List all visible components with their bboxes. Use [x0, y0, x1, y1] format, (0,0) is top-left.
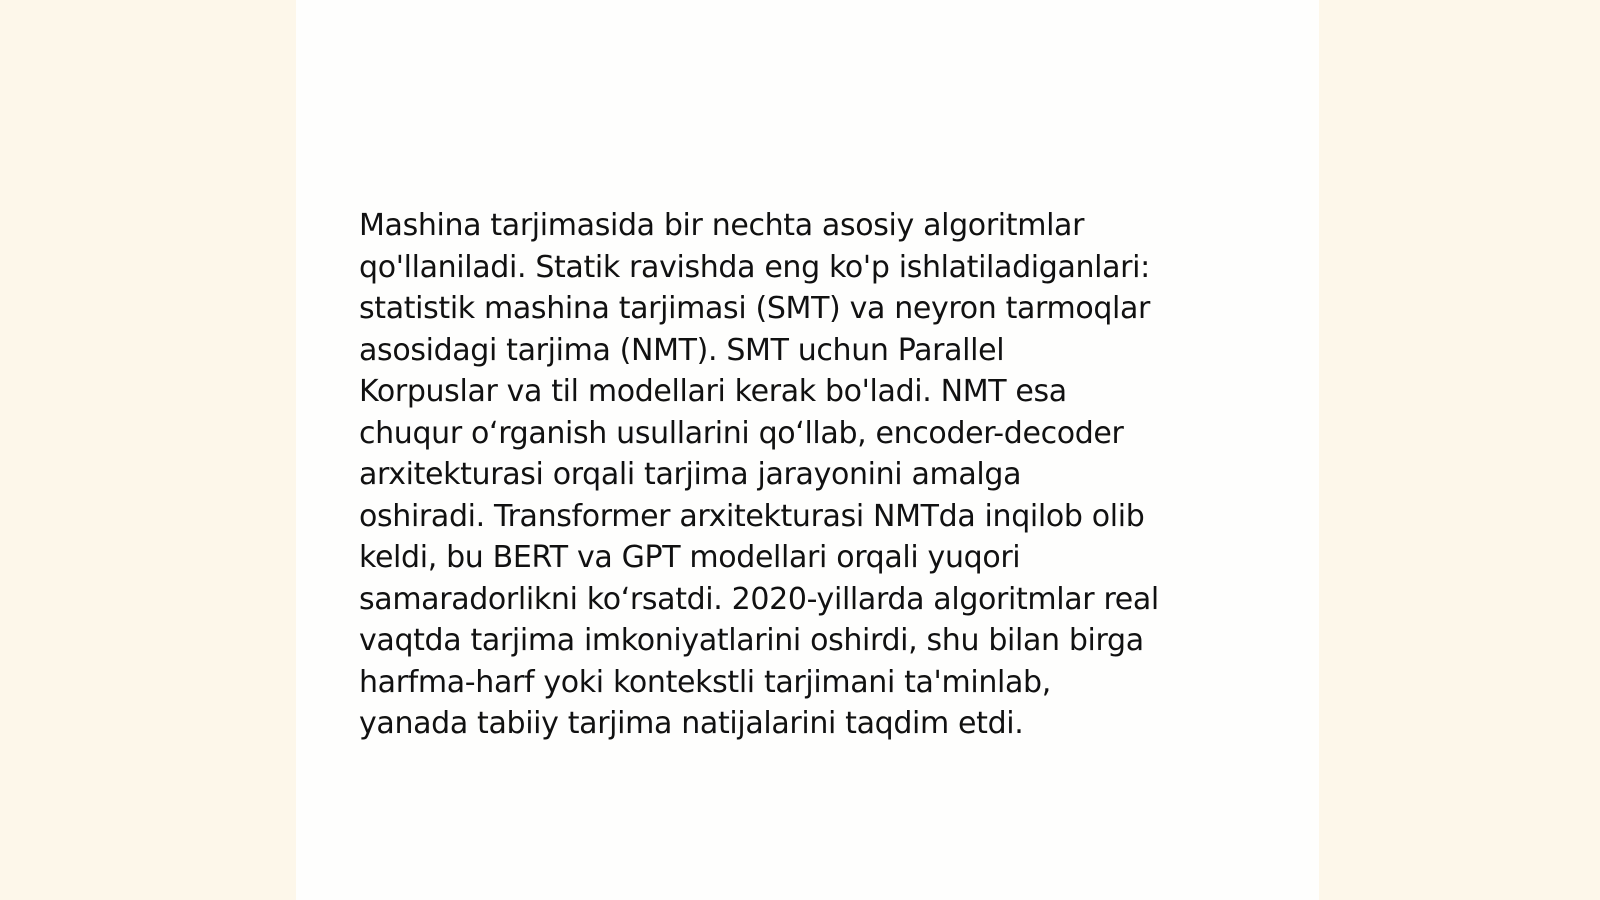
text-line: vaqtda tarjima imkoniyatlarini oshirdi, shu bilan birga [359, 623, 1144, 658]
body-paragraph [359, 205, 1259, 745]
text-line: arxitekturasi orqali tarjima jarayonini amalga [359, 457, 1022, 492]
text-line: oshiradi. Transformer arxitekturasi NMTda inqilob olib [359, 498, 1145, 534]
text-line: asosidagi tarjima (NMT). SMT uchun Parallel [359, 332, 1005, 368]
text-line: harfma-harf yoki kontekstli tarjimani ta'minlab, [359, 664, 1051, 700]
text-line: Mashina tarjimasida bir nechta asosiy algoritmlar [359, 208, 1085, 243]
text-line: samaradorlikni ko‘rsatdi. 2020-yillarda algoritmlar real [359, 581, 1159, 617]
text-line: Korpuslar va til modellari kerak bo'ladi. NMT esa [359, 374, 1067, 409]
text-line: chuqur o‘rganish usullarini qo‘llab, encoder-decoder [359, 415, 1124, 451]
text-line: keldi, bu BERT va GPT modellari orqali yuqori [359, 540, 1021, 575]
text-line: statistik mashina tarjimasi (SMT) va neyron tarmoqlar [359, 291, 1151, 326]
text-line: qo'llaniladi. Statik ravishda eng ko'p ishlatiladiganlari: [359, 249, 1150, 285]
text-line: yanada tabiiy tarjima natijalarini taqdim etdi. [359, 706, 1024, 741]
document-page [296, 0, 1319, 900]
